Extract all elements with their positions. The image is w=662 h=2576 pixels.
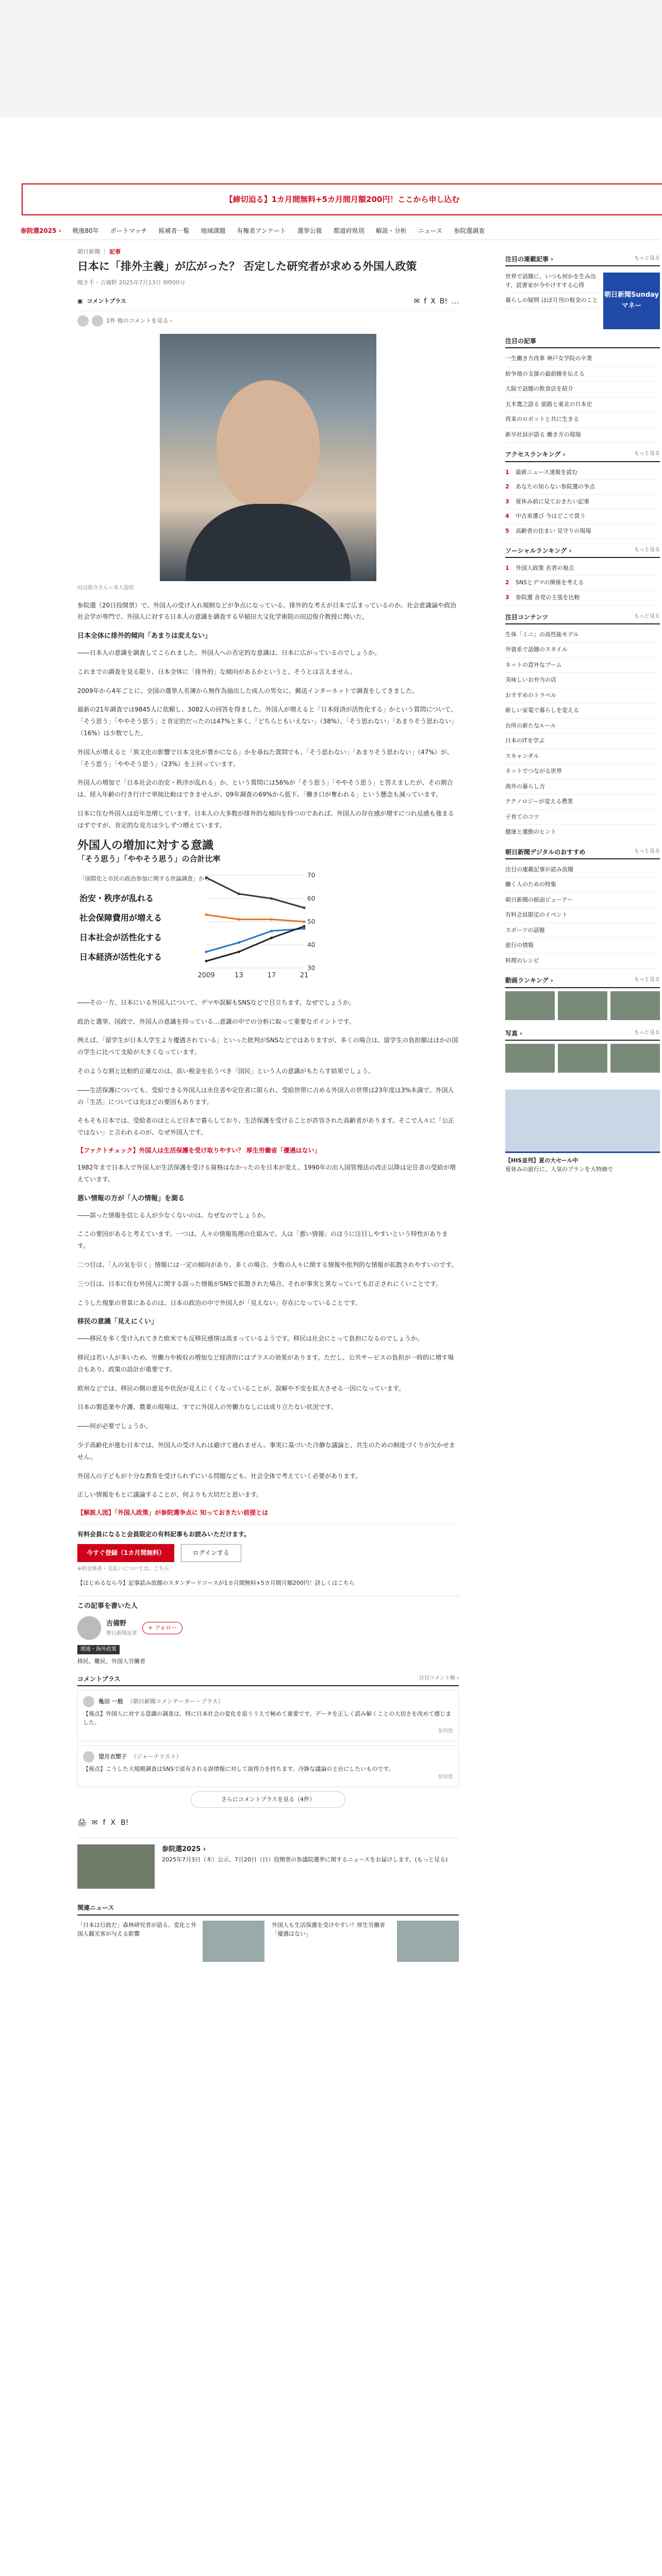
- ad-text: 夏休みの旅行に、人気のプランを大特価で: [505, 1166, 613, 1173]
- paragraph: 参院選（20日投開票）で、外国人の受け入れ規制などが争点になっている。排外的な考えが日本で広まっているのか。社会意識論や政治社会学が専門で、外国人に対する日本人の意識を調査する早稲田大文化学術院の田辺俊介教授に聞いた。: [77, 601, 457, 621]
- photo-thumb: [558, 1044, 607, 1073]
- x-icon[interactable]: X: [431, 297, 436, 306]
- paragraph: 少子高齢化が進む日本では、外国人の受け入れは避けて通れません。事実に基づいた冷静な議論と、共生のための制度づくりが欠かせません。: [77, 1441, 455, 1461]
- x-icon[interactable]: X: [110, 1819, 116, 1827]
- author-area: 移民、難民、外国人労働者: [77, 1657, 145, 1665]
- sidebar-item[interactable]: 美味しいお弁当の店: [505, 673, 660, 688]
- article-main: [77, 247, 459, 1962]
- photo-item[interactable]: [610, 1044, 660, 1074]
- nav-item[interactable]: 解説・分析: [375, 227, 407, 234]
- follow-button[interactable]: + フォロー: [142, 1622, 183, 1634]
- nav-item[interactable]: ニュース: [418, 227, 443, 234]
- rank-title: 夏休み前に見ておきたい記事: [516, 498, 589, 505]
- rank-title: 中古車選び 今はどこで買う: [516, 513, 586, 520]
- comment-plus-note[interactable]: 1件 他のコメントを見る ›: [106, 317, 173, 324]
- paragraph: ――移民を多く受け入れてきた欧米でも反移民感情は高まっているようです。移民は社会にとって負担になるのでしょうか。: [77, 1335, 423, 1343]
- sidebar-item[interactable]: 海外の暮らし方: [505, 779, 660, 795]
- data-point: [205, 913, 208, 916]
- commenter-name[interactable]: 望月衣塑子: [98, 1753, 127, 1760]
- related-heading: [77, 1903, 459, 1915]
- nav-item[interactable]: 候補者一覧: [158, 227, 190, 234]
- comment-plus-bar[interactable]: [77, 315, 459, 327]
- more-link[interactable]: もっと見る: [634, 256, 660, 261]
- photo-item[interactable]: [558, 1044, 607, 1074]
- article-toolbar: [77, 293, 459, 311]
- comment-card: [77, 1690, 459, 1741]
- sidebar-item[interactable]: 紛争地の支援の最前線を伝える: [505, 367, 660, 382]
- data-point: [238, 893, 240, 895]
- rank-item[interactable]: [505, 575, 660, 590]
- rank-item[interactable]: [505, 465, 660, 480]
- section-title[interactable]: アクセスランキング ›: [505, 451, 566, 459]
- sidebar-item[interactable]: 新しい家電で暮らしを変える: [505, 703, 660, 719]
- chart-svg: [77, 865, 325, 984]
- comment-plus-icon: ▣: [77, 298, 83, 305]
- author-tag: 関連・海外政策: [77, 1645, 120, 1654]
- section-title: 朝日新聞デジタルのおすすめ: [505, 848, 586, 856]
- like-count[interactable]: 参照数: [438, 1774, 453, 1781]
- print-icon[interactable]: 🖨: [77, 1819, 87, 1827]
- sidebar-item[interactable]: スキャンダル: [505, 749, 660, 765]
- nav-item[interactable]: 選挙公報: [297, 227, 322, 234]
- sidebar-item[interactable]: 働く人のための特集: [505, 877, 660, 893]
- sidebar-item[interactable]: テクノロジーが変える農業: [505, 794, 660, 810]
- x-tick-label: 13: [235, 972, 243, 980]
- sidebar-item[interactable]: 世界で話題に、いつも何かを生み出す、読書家が今やけすする心得: [505, 269, 600, 293]
- section-title[interactable]: 写真 ›: [505, 1029, 523, 1037]
- more-link[interactable]: もっと見る: [634, 1029, 660, 1036]
- x-tick-label: 17: [267, 972, 276, 980]
- sidebar-item[interactable]: 注目の連載記事が読み放題: [505, 862, 660, 878]
- sidebar-item[interactable]: 日本のITを学ぶ: [505, 734, 660, 749]
- section-title[interactable]: 注目の連載記事 ›: [505, 256, 554, 263]
- paragraph: 日本に住む外国人は近年急増しています。日本人の大多数が排外的な傾向を持つのであれば、外国人の存在感が増すにつれ反感も強まるはずですが、肯定的な見方は少しずつ増えています。: [77, 809, 454, 829]
- sidebar-item[interactable]: 生体「ミニ」の高性能モデル: [505, 628, 660, 643]
- ad-image: [505, 1090, 660, 1151]
- paragraph: 正しい情報をもとに議論することが、何よりも大切だと思います。: [77, 1491, 263, 1499]
- sidebar-item[interactable]: おすすめのトラベル: [505, 688, 660, 704]
- data-point: [303, 921, 306, 923]
- sidebar-heading: [505, 976, 660, 988]
- paragraph: 三つ目は、日本に住む外国人に関する誤った情報がSNSで拡散された場合、それが事実と異なっていても訂正されにくいことです。: [77, 1280, 442, 1287]
- comment-plus-section: [77, 1674, 459, 1808]
- rank-number: 2: [505, 579, 509, 586]
- data-point: [205, 960, 208, 962]
- related-title: 「日本は行政だ」森林研究者が語る、変化と外国人観光客が与える影響: [77, 1921, 196, 1938]
- like-count[interactable]: 参照数: [438, 1728, 453, 1734]
- sidebar-item[interactable]: 新卒社員が語る 働き方の現場: [505, 428, 660, 443]
- more-link[interactable]: もっと見る: [634, 547, 660, 553]
- commenter-name[interactable]: 亀田 一般: [98, 1698, 123, 1705]
- more-icon[interactable]: …: [452, 297, 459, 306]
- paragraph: 例えば、「留学生が日本人学生より優遇されている」といった批判がSNSなどではありますが、多くの場合は、留学生の負担額はほかの国の学生に比べて支給が大きくなっています。: [77, 1037, 458, 1056]
- rank-item[interactable]: [505, 495, 660, 510]
- related-item[interactable]: [77, 1921, 264, 1962]
- rank-item[interactable]: [505, 524, 660, 539]
- more-comments-button[interactable]: さらにコメントプラスを見る（4件）: [191, 1791, 345, 1808]
- sort-link[interactable]: 注目コメント順 ›: [419, 1675, 459, 1681]
- data-point: [303, 927, 306, 930]
- y-tick-label: 70: [307, 872, 316, 879]
- paragraph: ――日本人の意識を調査してこられました。外国人への否定的な意識は、日本に広がっているのでしょうか。: [77, 649, 381, 657]
- y-tick-label: 40: [307, 941, 316, 949]
- comment-plus-label[interactable]: コメントプラス: [87, 298, 126, 305]
- sidebar-heading: [505, 450, 660, 462]
- sidebar-heading: [505, 613, 660, 624]
- data-point: [238, 918, 240, 921]
- data-point: [238, 951, 240, 953]
- commenter-avatar: [77, 315, 89, 327]
- paragraph: 外国人の増加で「日本社会の治安・秩序が乱れる」か、という質問には56%が「そう思う」「ややそう思う」と答えましたが、その割合は、経入年齢の行き行けで単純比較はできませんが、09年調査の69%から低下、「働き口が奪われる」という懸念も減っています。: [77, 779, 453, 799]
- avatar[interactable]: [83, 1696, 94, 1707]
- sunday-money-logo[interactable]: 朝日新聞Sunday マネー: [603, 273, 660, 329]
- video-thumb: [610, 991, 660, 1020]
- sidebar-item[interactable]: 一生働き方改革 神戸女学院の卒業: [505, 351, 660, 367]
- series-label: 治安・秩序が乱れる: [79, 893, 154, 904]
- sidebar-heading: [505, 546, 660, 558]
- section-title: コメントプラス: [77, 1675, 121, 1683]
- video-thumb: [558, 991, 607, 1020]
- rank-title: 高齢者の住まい 見守りの現場: [516, 527, 591, 534]
- author-box: [77, 1596, 459, 1666]
- sidebar-item[interactable]: 有料会員限定のイベント: [505, 908, 660, 923]
- x-tick-label: 21: [300, 972, 309, 980]
- section-title[interactable]: 動画ランキング ›: [505, 977, 553, 985]
- paragraph: ――生活保護についても、受給できる外国人は永住者や定住者に限られ、受給世帯に占める外国人の世帯は23年度は3%未満で、外国人の「生活」については先ほどの要因もあります。: [77, 1086, 454, 1106]
- paragraph: そもそも日本では、受給者のほとんど日本で暮らしており、生活保護を受けることが許容された高齢者があります。そこで人々に「公正ではない」と言われるのが、なぜ外国人です。: [77, 1117, 455, 1137]
- data-point: [205, 951, 208, 953]
- series-label: 日本経済が活性化する: [79, 952, 162, 962]
- data-point: [303, 925, 306, 928]
- section-title[interactable]: ソーシャルランキング ›: [505, 547, 572, 554]
- rank-number: 3: [505, 498, 509, 505]
- series-line: [206, 926, 304, 961]
- sidebar-item[interactable]: 朝日新聞の紙面ビューアー: [505, 893, 660, 908]
- election-promo[interactable]: [77, 1838, 459, 1889]
- paragraph: ――その一方、日本にいる外国人について、デマや誤解もSNSなどで目立ちます。なぜでしょうか。: [77, 998, 355, 1006]
- data-point: [270, 897, 273, 900]
- sidebar-item[interactable]: スポーツの話題: [505, 923, 660, 939]
- breadcrumb-item[interactable]: 記事: [109, 248, 121, 255]
- pay-sub[interactable]: ※料金体系・支払いについては、こちら: [77, 1566, 170, 1572]
- rank-item[interactable]: [505, 590, 660, 605]
- commenter-role: （ジャーナリスト）: [131, 1753, 182, 1760]
- election-nav: [21, 223, 660, 240]
- ad-divider: [505, 1151, 660, 1153]
- paragraph: 移民は若い人が多いため、労働力や税収の増加など経済的にはプラスの効果があります。ただし、公共サービスの負担が一時的に増す場合もあり、政策の設計が重要です。: [77, 1354, 454, 1373]
- section-heading: 日本全体に排外的傾向「あまりは変えない」: [77, 632, 212, 640]
- y-tick-label: 30: [307, 964, 316, 972]
- paragraph: 外国人が増えると「異文化の影響で日本文化が豊かになる」かを尋ねた質問でも、「そう思わない」「あまりそう思わない」（47%）が、「そう思う」「ややそう思う」（23%）を上回っています。: [77, 748, 453, 768]
- rank-item[interactable]: [505, 480, 660, 495]
- author-role: 朝日新聞記者: [106, 1630, 137, 1636]
- paragraph: 政治と選挙、国政で、外国人の意識を持っている…意識の中での分析に取って重要なポイントです。: [77, 1018, 355, 1025]
- paragraph: 日本の製造業や介護、農業の現場は、すでに外国人の労働力なしには成り立たない状況です。: [77, 1403, 337, 1411]
- paragraph: 2009年から4年ごとに、全国の選挙人名簿から無作為抽出した成人の男女に、郵送インターネットで調査をしてきました。: [77, 687, 419, 694]
- more-link[interactable]: もっと見る: [634, 848, 660, 854]
- rank-number: 2: [505, 483, 509, 490]
- related-thumb: [203, 1921, 264, 1962]
- rank-number: 3: [505, 594, 509, 601]
- ad-title: 【HIS並列】夏の大セール中: [505, 1157, 578, 1164]
- data-point: [270, 918, 273, 921]
- more-link[interactable]: もっと見る: [634, 613, 660, 619]
- avatar[interactable]: [83, 1751, 94, 1762]
- photo-item[interactable]: [505, 1044, 555, 1074]
- commenter-avatar: [92, 315, 103, 327]
- paywall-box: [77, 1524, 459, 1587]
- election-text: 2025年7月3日（木）公示、7月20日（日）投開票の参議院選挙に関するニュースをお届けします。(もっと見る): [162, 1856, 448, 1863]
- video-item[interactable]: [610, 991, 660, 1022]
- author-name[interactable]: 吉備野: [106, 1619, 127, 1628]
- rank-title: 最新ニュース速報を読む: [516, 468, 578, 476]
- nav-item[interactable]: 参院選調査: [454, 227, 485, 234]
- comment-text: 【視点】こうした大規模調査はSNSで流布される誤情報に対して説得力を持ちます。冷静な議論の土台にしたいものです。: [83, 1765, 394, 1772]
- comment-text: 【視点】外国人に対する意識の調査は、特に日本社会の変化を追ううえで極めて重要です。データを正しく読み解くことの大切さを改めて感じました。: [83, 1710, 452, 1726]
- photo-face: [217, 380, 320, 509]
- sidebar-item[interactable]: 台所の新たなルール: [505, 719, 660, 734]
- data-point: [270, 930, 273, 933]
- section-title: 注目の記事: [505, 337, 537, 345]
- section-heading: 悪い情報の方が「人の情報」を測る: [77, 1194, 185, 1202]
- nav-item[interactable]: ボートマッチ: [110, 227, 147, 234]
- rank-number: 5: [505, 527, 509, 534]
- chart-source-label: 「国際化と市民の政治参加に関する世論調査」から: [79, 875, 210, 883]
- related-item[interactable]: [272, 1921, 459, 1962]
- paragraph: 外国人の子どもが十分な教育を受けられずにいる問題なども、社会全体で考えていく必要があります。: [77, 1472, 362, 1480]
- breadcrumb: 朝日新聞 ｜ 記事: [77, 248, 121, 255]
- sidebar-heading: [505, 848, 660, 859]
- photo-grid: [505, 1044, 660, 1074]
- article-meta: 聞き手・吉備野 2025年7月13日 9時00分: [77, 279, 185, 286]
- sidebar-item[interactable]: 暮らしの疑問 ほぼ月刊の税金のこと: [505, 293, 600, 309]
- photo-thumb: [505, 1044, 555, 1073]
- nav-item[interactable]: 戦後80年: [72, 227, 99, 234]
- paragraph: 欧州などでは、移民の側の意見や状況が見えにくくなっていることが、誤解や不安を拡大させる一因になっています。: [77, 1384, 405, 1392]
- sidebar-item[interactable]: 大阪で話題の飲食店を紹介: [505, 382, 660, 397]
- recommend-list: [505, 862, 660, 969]
- series-label: 社会保障費用が増える: [79, 913, 162, 923]
- paragraph: 最新の21年調査では9845人に依頼し、3082人の回答を得ました。外国人が増えると「日本経済が活性化する」かという質問について、「そう思う」「ややそう思う」と肯定的だったのは47%と多く、「どちらともいえない」（38%）、「そう思わない」「あまりそう思わない」（16%）は少数でした。: [77, 706, 458, 737]
- data-point: [303, 907, 306, 909]
- section-title: 関連ニュース: [77, 1904, 114, 1912]
- nav-item[interactable]: 地域課題: [201, 227, 226, 234]
- rank-number: 4: [505, 513, 509, 520]
- chart-title: 外国人の増加に対する意識: [77, 839, 214, 852]
- video-item[interactable]: [558, 991, 607, 1022]
- hatena-icon[interactable]: B!: [439, 297, 448, 306]
- rank-title: 参院選 各党の主張を比較: [516, 594, 580, 601]
- paragraph: これまでの調査を見る限り、日本全体に「排外的」な傾向があるかというと、そうとは言えません。: [77, 668, 356, 675]
- series-label: 日本社会が活性化する: [79, 933, 162, 943]
- author-heading: この記事を書いた人: [77, 1602, 138, 1611]
- pay-note: 有料会員になると会員限定の有料記事もお読みいただけます。: [77, 1531, 251, 1538]
- sidebar-item[interactable]: 外資系で話題のスタイル: [505, 642, 660, 658]
- photo-caption: 田辺俊介さん＝本人提供: [77, 585, 134, 591]
- share-bar: [77, 1817, 459, 1828]
- sidebar-item[interactable]: 旅行の情報: [505, 938, 660, 954]
- top-whitespace: [0, 0, 662, 117]
- campaign-link[interactable]: 【はじめるなら今】記事読み放題のスタンダードコースが1カ月間無料+5カ月間月額200円！詳しくはこちら: [77, 1579, 355, 1586]
- data-point: [238, 941, 240, 944]
- article-title: 日本に「排外主義」が広がった？ 否定した研究者が求める外国人政策: [77, 260, 417, 273]
- sidebar-item[interactable]: ネットの意外なブーム: [505, 658, 660, 673]
- sidebar-item[interactable]: 将来のロボットと共に生きる: [505, 412, 660, 428]
- section-heading: 移民の意識「見えにくい」: [77, 1318, 158, 1326]
- commenter-role: （朝日新聞コメンテーター・プラス）: [127, 1698, 224, 1705]
- x-tick-label: 2009: [197, 972, 215, 980]
- sidebar-heading: [505, 1029, 660, 1041]
- data-point: [270, 937, 273, 939]
- series-line: [206, 878, 304, 908]
- related-link[interactable]: 【解説人図】「外国人政策」が参院選争点に 知っておきたい前提とは: [77, 1509, 269, 1517]
- paragraph: こうした現象の背景にあるのは、日本の政治の中で外国人が「見えない」存在になっていることです。: [77, 1299, 362, 1307]
- paragraph: そのような割と比較的正確なのは、高い税金を払うべき「国民」という人の意識がもたらす結果でしょう。: [77, 1067, 375, 1075]
- video-item[interactable]: [505, 991, 555, 1022]
- sidebar-item[interactable]: ネットでつながる世界: [505, 764, 660, 779]
- series-line: [206, 915, 304, 922]
- nav-item[interactable]: 参院選2025 ›: [21, 227, 61, 234]
- photo-thumb: [610, 1044, 660, 1073]
- related-title: 外国人も生活保護を受けやすい？厚生労働省「優遇はない」: [272, 1921, 385, 1938]
- related-thumb: [397, 1921, 459, 1962]
- sidebar: [505, 247, 660, 1174]
- video-thumb: [505, 991, 555, 1020]
- comment-card: [77, 1745, 459, 1788]
- election-thumb: [77, 1844, 155, 1889]
- facebook-icon[interactable]: f: [424, 297, 427, 306]
- paragraph: 1982年まで日本人で外国人が生活保護を受ける資格はなかったのを日本が変え、1990年の出入国管理法の改正以降は定住者の受給が増えています。: [77, 1164, 456, 1183]
- nav-item[interactable]: 有権者アンケート: [237, 227, 286, 234]
- more-link[interactable]: もっと見る: [634, 977, 660, 983]
- rank-title: SNSとデマの関係を考える: [516, 579, 584, 586]
- sidebar-heading: [505, 336, 660, 348]
- subscribe-button[interactable]: 今すぐ登録（1カ月間無料）: [77, 1544, 174, 1562]
- sidebar-heading: [505, 255, 660, 266]
- rank-number: 1: [505, 468, 509, 476]
- election-tag[interactable]: 参院選2025 ›: [162, 1845, 206, 1854]
- mail-icon[interactable]: ✉: [91, 1819, 98, 1827]
- facebook-icon[interactable]: f: [103, 1819, 106, 1827]
- sidebar-item[interactable]: 子育てのコツ: [505, 810, 660, 825]
- rank-number: 1: [505, 564, 509, 571]
- related-news: [77, 1903, 459, 1961]
- paragraph: ここの要因があると考えています。一つは、人々の情報処理の仕組みで、人は「悪い情報」のほうに注目しやすいという特性があります。: [77, 1230, 448, 1250]
- section-title: 注目コンテンツ: [505, 613, 549, 621]
- video-grid: [505, 991, 660, 1022]
- his-ad[interactable]: [505, 1090, 660, 1174]
- paragraph: ――誤った情報を信じる人が少なくないのは、なぜなのでしょうか。: [77, 1211, 270, 1219]
- rank-title: 外国人政策 若者の視点: [516, 564, 574, 571]
- interviewee-photo: [160, 334, 376, 581]
- y-tick-label: 60: [307, 895, 316, 903]
- article-body: [77, 600, 459, 1518]
- chart-subtitle: 「そう思う」「ややそう思う」の合計比率: [77, 854, 221, 864]
- rank-title: あなたの知らない参院選の争点: [516, 483, 595, 490]
- avatar[interactable]: [77, 1616, 101, 1640]
- related-link[interactable]: 【ファクトチェック】外国人は生活保護を受け取りやすい？ 厚生労働省「優遇はない」: [77, 1147, 321, 1155]
- login-button[interactable]: ログインする: [181, 1544, 241, 1562]
- photo-suit: [186, 504, 351, 581]
- nav-item[interactable]: 都道府県別: [333, 227, 365, 234]
- y-tick-label: 50: [307, 918, 316, 926]
- campaign-banner[interactable]: 【締切迫る】1カ月間無料+5カ月間月額200円！ここから申し込む: [22, 183, 662, 215]
- rank-item[interactable]: [505, 561, 660, 576]
- attitude-chart: [77, 839, 325, 988]
- breadcrumb-item[interactable]: 朝日新聞: [77, 248, 100, 255]
- author-row: [77, 1616, 459, 1640]
- paragraph: ――何が必要でしょうか。: [77, 1422, 152, 1430]
- sidebar-item[interactable]: 五木寛之語る 旅路と東北の日本史: [505, 397, 660, 413]
- sidebar-item[interactable]: 料理のレシピ: [505, 954, 660, 969]
- featured-list: [505, 628, 660, 840]
- sidebar-item[interactable]: 健康と運動のヒント: [505, 825, 660, 840]
- rank-item[interactable]: [505, 509, 660, 524]
- more-link[interactable]: もっと見る: [634, 451, 660, 457]
- mail-icon[interactable]: ✉: [413, 297, 420, 306]
- paragraph: 二つ目は、「人の気を引く」情報には一定の傾向があり、多くの場合、少数の人々に関する情報や批判的な情報が拡散されやすいのです。: [77, 1261, 458, 1269]
- hatena-icon[interactable]: B!: [121, 1819, 129, 1827]
- comment-plus-heading: [77, 1674, 459, 1686]
